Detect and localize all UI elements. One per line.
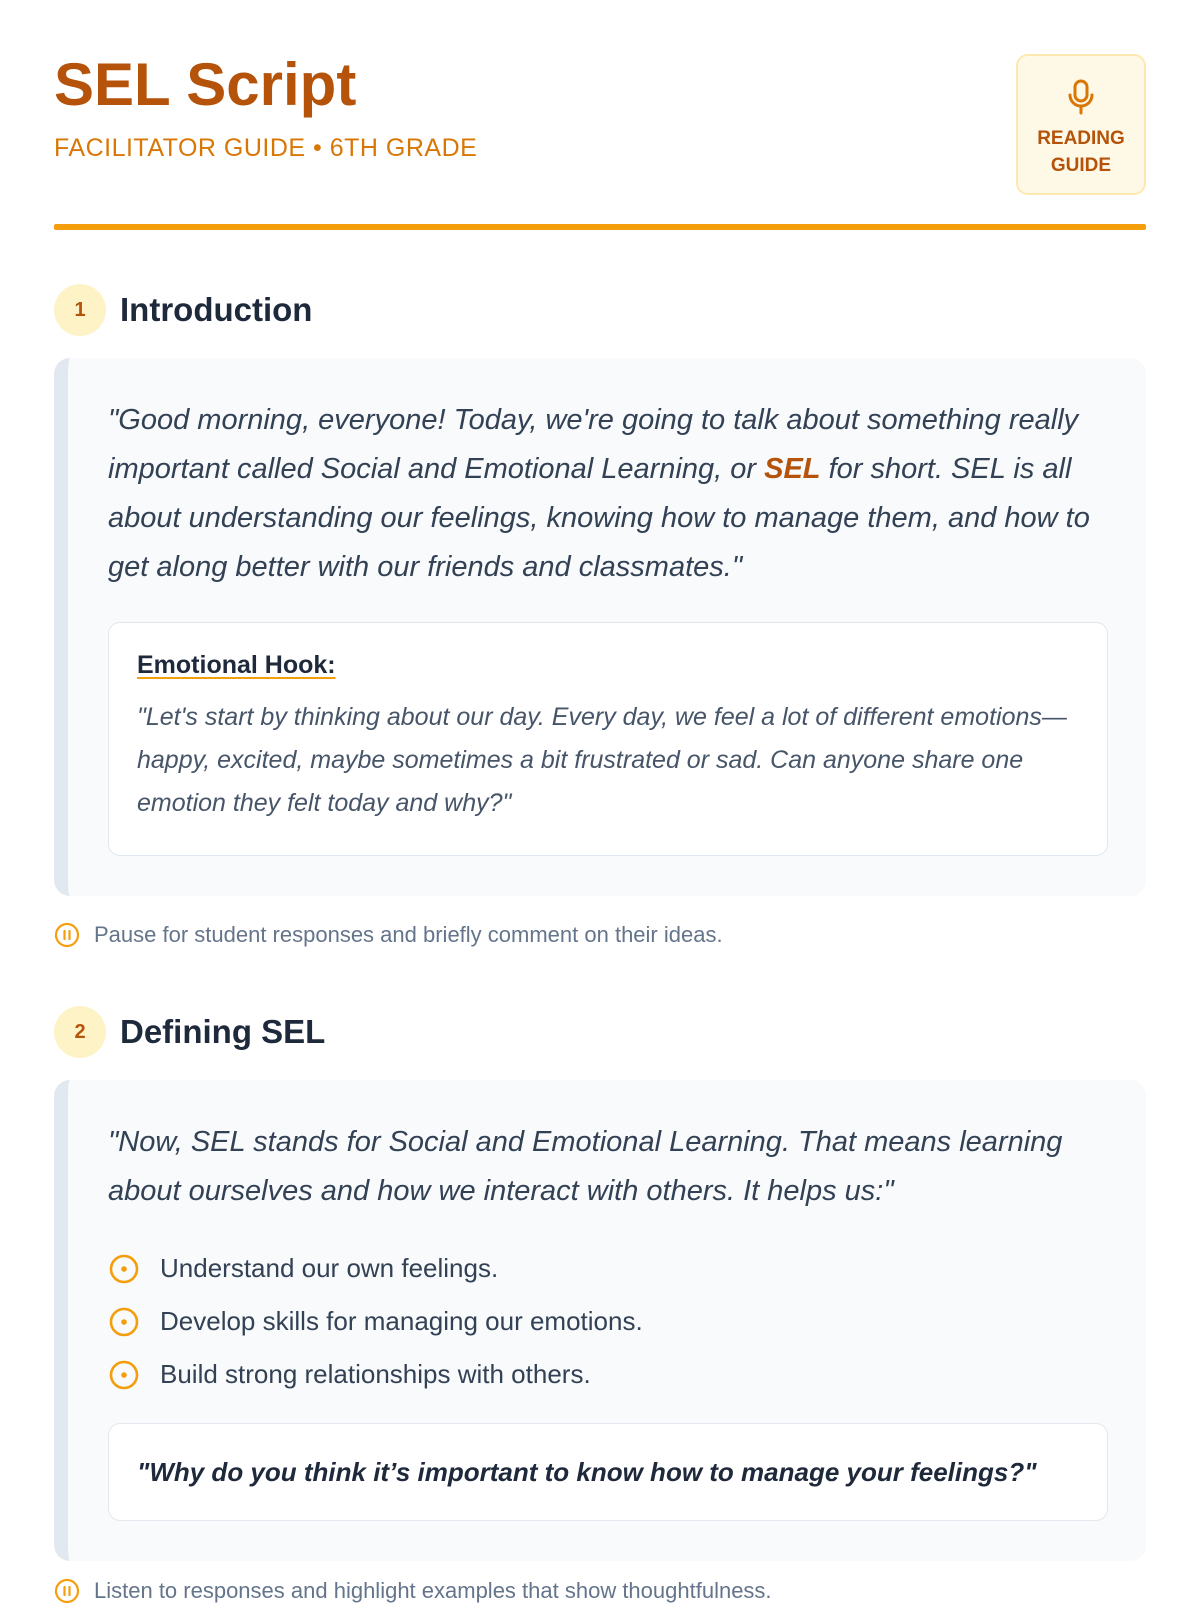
section-1-script-card (54, 358, 1146, 896)
section-2-heading (54, 1006, 325, 1058)
reading-guide-label: READING GUIDE (1037, 128, 1125, 176)
microphone-icon (1065, 78, 1097, 116)
section-1-heading (54, 284, 312, 336)
hook-label: Emotional Hook: (137, 651, 336, 679)
section-1-pause-note (54, 922, 723, 948)
header (54, 0, 1146, 230)
script-text: "Good morning, everyone! Today, we're going to talk about something really important called Social and Emotional Learning, or SEL for short. SEL is all about understanding our feelings, knowing how to manage them, and how to get along better with our friends and classmates." (108, 404, 1090, 583)
section-title: Introduction (120, 291, 313, 328)
section-2-script-card (54, 1080, 1146, 1561)
discussion-question: "Why do you think it’s important to know how to manage your feelings?" (137, 1457, 1037, 1487)
section-2-pause-note (54, 1578, 772, 1604)
discussion-question-box (108, 1423, 1108, 1521)
pause-note-text: Pause for student responses and briefly comment on their ideas. (94, 922, 723, 947)
script-text: "Now, SEL stands for Social and Emotional Learning. That means learning about ourselves and how we interact with others. It helps us:" (108, 1126, 1063, 1207)
pause-icon (54, 922, 80, 948)
sel-points-list (108, 1242, 1108, 1401)
list-item: Build strong relationships with others. (108, 1348, 1108, 1401)
hook-text: "Let's start by thinking about our day. Every day, we feel a lot of different emotions—happy, excited, maybe sometimes a bit frustrated or sad. Can anyone share one emotion they felt today and why?" (137, 703, 1067, 817)
sel-highlight: SEL (764, 453, 821, 485)
step-number-badge: 1 (54, 284, 106, 336)
reading-guide-button[interactable] (1016, 54, 1146, 195)
list-item: Understand our own feelings. (108, 1242, 1108, 1295)
target-dot-icon (108, 1253, 140, 1285)
target-dot-icon (108, 1306, 140, 1338)
list-item: Develop skills for managing our emotions. (108, 1295, 1108, 1348)
section-title: Defining SEL (120, 1013, 326, 1050)
page-title: SEL Script (54, 51, 357, 118)
page (54, 0, 1146, 1603)
pause-note-text: Listen to responses and highlight examples that show thoughtfulness. (94, 1578, 772, 1603)
emotional-hook-box (108, 622, 1108, 856)
pause-icon (54, 1578, 80, 1604)
step-number-badge: 2 (54, 1006, 106, 1058)
target-dot-icon (108, 1359, 140, 1391)
header-divider (54, 224, 1146, 230)
page-subtitle: FACILITATOR GUIDE • 6TH GRADE (54, 134, 478, 162)
